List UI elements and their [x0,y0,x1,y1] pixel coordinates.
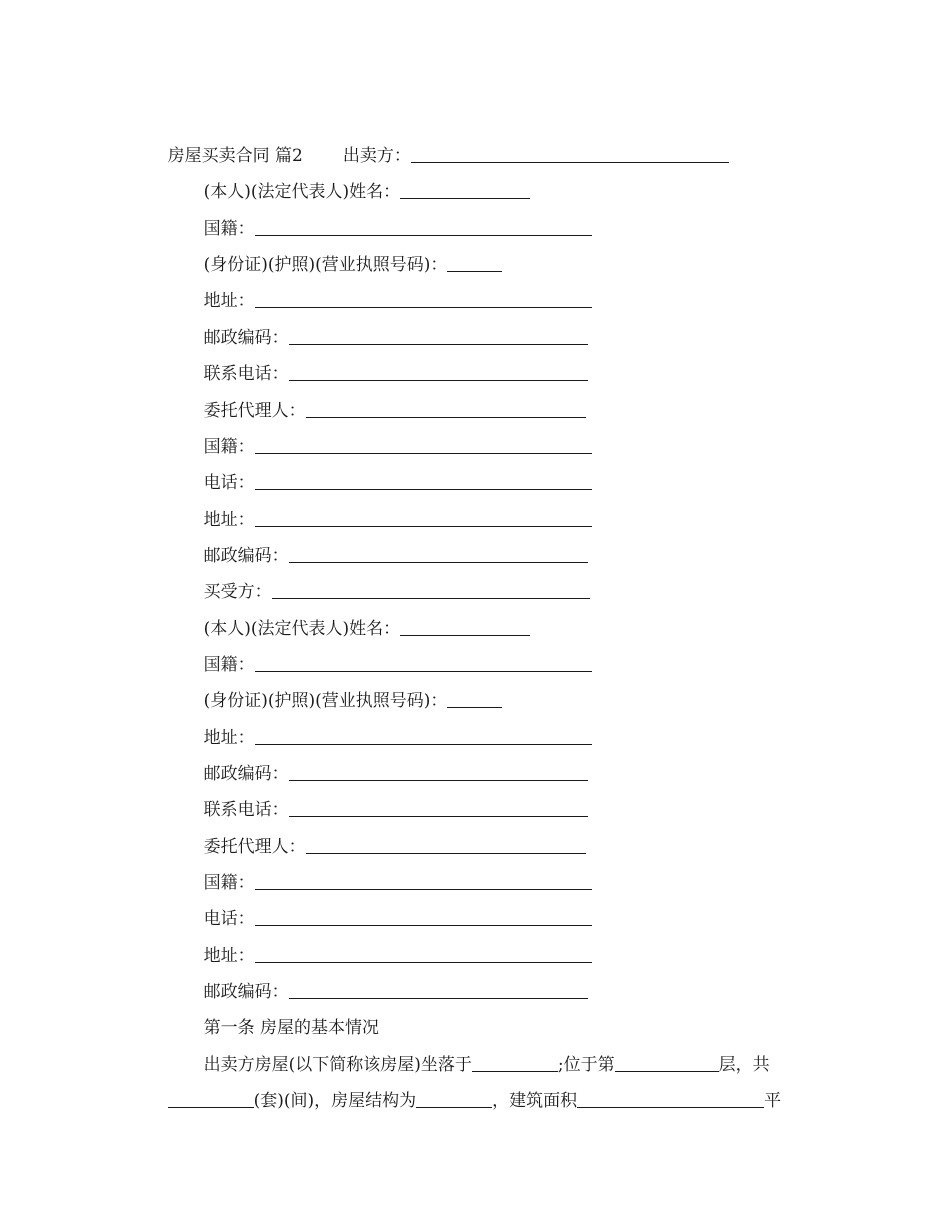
article1-paragraph-line2 [146,1065,781,1137]
buyer-contact-phone-label: 联系电话： [203,800,289,820]
article1-structure-text: (套)(间)，房屋结构为 [253,1091,417,1111]
article1-heading: 第一条 房屋的基本情况 [203,1018,380,1038]
article1-floor-text: ;位于第 [557,1055,615,1075]
article1-location-text: 出卖方房屋(以下简称该房屋)坐落于 [203,1055,472,1075]
article1-total-text: 层，共 [718,1055,770,1075]
seller-label: 出卖方： [342,146,411,166]
seller-id-label: (身份证)(护照)(营业执照号码)： [203,255,448,275]
buyer-agent-address-label: 地址： [203,946,255,966]
seller-agent-phone-label: 电话： [203,473,255,493]
seller-agent-label: 委托代理人： [203,401,306,421]
structure-blank[interactable] [416,1091,492,1108]
buyer-nationality-label: 国籍： [203,655,255,675]
buyer-agent-postcode-label: 邮政编码： [203,982,289,1002]
seller-address-label: 地址： [203,291,255,311]
buyer-agent-phone-label: 电话： [203,909,255,929]
area-blank[interactable] [577,1091,764,1108]
seller-agent-address-label: 地址： [203,510,255,530]
seller-nationality-label: 国籍： [203,219,255,239]
total-units-blank[interactable] [168,1091,254,1108]
buyer-agent-label: 委托代理人： [203,837,306,857]
buyer-address-label: 地址： [203,728,255,748]
seller-name-label: (本人)(法定代表人)姓名： [203,182,401,202]
buyer-agent-nationality-label: 国籍： [203,873,255,893]
document-title: 房屋买卖合同 篇2 [167,146,303,166]
article1-area-text: ，建筑面积 [492,1091,578,1111]
seller-contact-phone-label: 联系电话： [203,364,289,384]
seller-postcode-label: 邮政编码： [203,328,289,348]
seller-agent-nationality-label: 国籍： [203,437,255,457]
buyer-id-label: (身份证)(护照)(营业执照号码)： [203,691,448,711]
article1-unit-text: 平 [764,1091,782,1111]
buyer-postcode-label: 邮政编码： [203,764,289,784]
buyer-label: 买受方： [203,582,272,602]
buyer-name-label: (本人)(法定代表人)姓名： [203,619,401,639]
seller-agent-postcode-label: 邮政编码： [203,546,289,566]
